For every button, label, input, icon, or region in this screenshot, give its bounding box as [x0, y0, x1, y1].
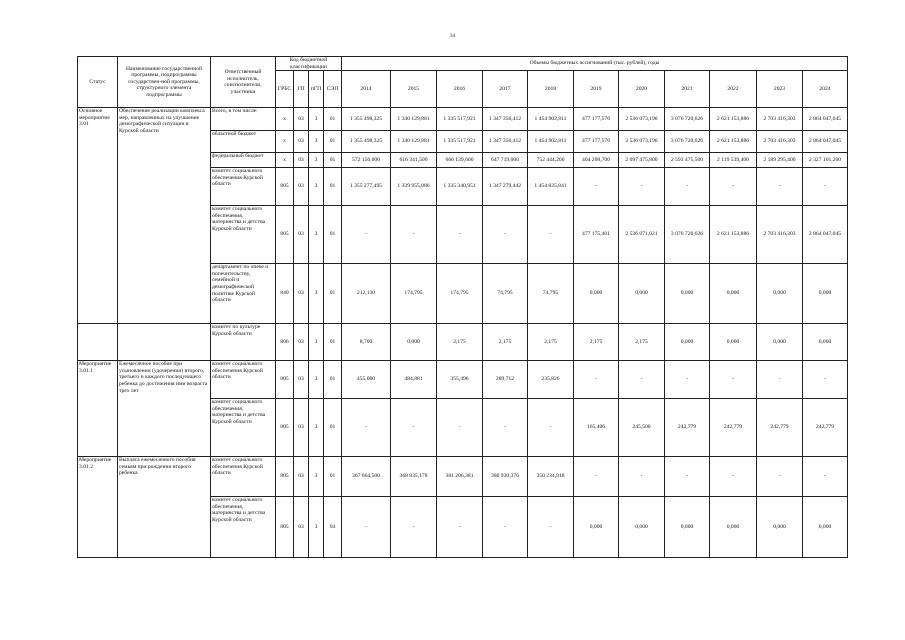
- value-cell: 0,000: [710, 324, 757, 361]
- value-cell: 2 536 073,196: [619, 131, 665, 153]
- header-executor: Ответственный исполнитель, соисполнители, участники: [211, 57, 276, 108]
- table-row: [78, 457, 848, 497]
- header-year: 2020: [619, 71, 665, 108]
- header-status: Статус: [78, 57, 118, 108]
- value-cell: 0,000: [574, 264, 619, 324]
- table-row: [78, 108, 848, 131]
- value-cell: 2 189 295,400: [757, 153, 803, 168]
- value-cell: 1 340 129,881: [391, 131, 437, 153]
- header-year: 2022: [710, 71, 757, 108]
- value-cell: 3 076 720,626: [665, 108, 710, 131]
- value-cell: -: [757, 361, 803, 399]
- value-cell: -: [391, 497, 437, 558]
- value-cell: 477 175,401: [574, 206, 619, 264]
- code-cell: 805: [276, 206, 294, 264]
- code-cell: 03: [294, 264, 309, 324]
- header-year: 2021: [665, 71, 710, 108]
- code-cell: 3: [309, 497, 324, 558]
- value-cell: -: [437, 206, 483, 264]
- header-code: СЭП: [324, 71, 342, 108]
- value-cell: 0,000: [710, 264, 757, 324]
- value-cell: -: [619, 168, 665, 206]
- executor-cell: Всего, в том числе:: [211, 108, 276, 131]
- value-cell: -: [483, 206, 528, 264]
- code-cell: 3: [309, 153, 324, 168]
- header-year: 2018: [528, 71, 574, 108]
- executor-cell: комитет по культуре Курской области: [211, 324, 276, 361]
- code-cell: 3: [309, 168, 324, 206]
- value-cell: -: [342, 206, 391, 264]
- code-cell: 3: [309, 457, 324, 497]
- value-cell: 1 355 277,495: [342, 168, 391, 206]
- code-cell: 805: [276, 361, 294, 399]
- value-cell: -: [757, 457, 803, 497]
- value-cell: 477 177,576: [574, 108, 619, 131]
- code-cell: 03: [294, 497, 309, 558]
- code-cell: 03: [294, 399, 309, 457]
- value-cell: 2 703 416,303: [757, 206, 803, 264]
- value-cell: 2 097 475,800: [619, 153, 665, 168]
- value-cell: 2 703 416,303: [757, 108, 803, 131]
- header-budget-code: Код бюджетной классификации: [276, 57, 342, 71]
- value-cell: 1 347 356,412: [483, 131, 528, 153]
- code-cell: 01: [324, 324, 342, 361]
- page-number: 34: [450, 34, 455, 39]
- executor-cell: комитет социального обеспечения, материнства и детства Курской области: [211, 399, 276, 457]
- value-cell: 2 621 153,886: [710, 108, 757, 131]
- status-cell: Основное мероприятие 3.01: [78, 108, 118, 324]
- header-code: пГП: [309, 71, 324, 108]
- code-cell: 04: [324, 497, 342, 558]
- value-cell: -: [391, 399, 437, 457]
- value-cell: 2 864 047,045: [803, 206, 848, 264]
- code-cell: 805: [276, 399, 294, 457]
- value-cell: 2 864 047,045: [803, 108, 848, 131]
- value-cell: 1 454 902,811: [528, 131, 574, 153]
- code-cell: 01: [324, 264, 342, 324]
- value-cell: 289,712: [483, 361, 528, 399]
- header-year: 2024: [803, 71, 848, 108]
- value-cell: 572 156,000: [342, 153, 391, 168]
- value-cell: 0,000: [757, 497, 803, 558]
- budget-table: [77, 56, 848, 558]
- value-cell: -: [342, 399, 391, 457]
- header-year: 2019: [574, 71, 619, 108]
- executor-cell: федеральный бюджет: [211, 153, 276, 168]
- value-cell: -: [757, 168, 803, 206]
- code-cell: 806: [276, 324, 294, 361]
- header-year: 2017: [483, 71, 528, 108]
- code-cell: 03: [294, 206, 309, 264]
- executor-cell: комитет социального обеспечения, материнства и детства Курской области: [211, 497, 276, 558]
- value-cell: 0,000: [803, 264, 848, 324]
- value-cell: -: [710, 168, 757, 206]
- executor-cell: комитет социального обеспечения, материнства и детства Курской области: [211, 206, 276, 264]
- value-cell: 1 454 902,811: [528, 108, 574, 131]
- value-cell: 8,700: [342, 324, 391, 361]
- value-cell: 2,175: [528, 324, 574, 361]
- value-cell: 165,406: [574, 399, 619, 457]
- value-cell: 0,000: [574, 497, 619, 558]
- value-cell: 2 327 101,200: [803, 153, 848, 168]
- table-row: [78, 361, 848, 399]
- value-cell: 616 341,500: [391, 153, 437, 168]
- header-year: 2016: [437, 71, 483, 108]
- header-year: 2023: [757, 71, 803, 108]
- value-cell: 367 664,500: [342, 457, 391, 497]
- executor-cell: комитет социального обеспечения Курской области: [211, 457, 276, 497]
- header-year: 2015: [391, 71, 437, 108]
- value-cell: 1 340 129,881: [391, 108, 437, 131]
- code-cell: 805: [276, 497, 294, 558]
- code-cell: 3: [309, 131, 324, 153]
- value-cell: 212,130: [342, 264, 391, 324]
- value-cell: 2,175: [619, 324, 665, 361]
- code-cell: 3: [309, 361, 324, 399]
- value-cell: 380 930,376: [483, 457, 528, 497]
- program-name-cell: Ежемесячное пособие при усыновлении (удочерении) второго, третьего и каждого последующего ребенка до достижения ими возраста трех лет: [118, 361, 211, 457]
- value-cell: 235,826: [528, 361, 574, 399]
- value-cell: 0,000: [665, 264, 710, 324]
- value-cell: -: [665, 457, 710, 497]
- executor-cell: департамент по опеке и попечительству, семейной и демографической политике Курской области: [211, 264, 276, 324]
- value-cell: 1 335 517,921: [437, 108, 483, 131]
- value-cell: -: [619, 457, 665, 497]
- code-cell: 01: [324, 457, 342, 497]
- value-cell: 0,000: [803, 324, 848, 361]
- value-cell: 1 347 356,412: [483, 108, 528, 131]
- executor-cell: комитет социального обеспечения Курской области: [211, 168, 276, 206]
- value-cell: 404 208,700: [574, 153, 619, 168]
- value-cell: 2 536 073,196: [619, 108, 665, 131]
- value-cell: 1 335 340,951: [437, 168, 483, 206]
- value-cell: 381 206,381: [437, 457, 483, 497]
- value-cell: -: [528, 206, 574, 264]
- code-cell: 3: [309, 108, 324, 131]
- value-cell: -: [437, 399, 483, 457]
- code-cell: x: [276, 108, 294, 131]
- code-cell: x: [276, 153, 294, 168]
- value-cell: 350 234,918: [528, 457, 574, 497]
- value-cell: -: [391, 206, 437, 264]
- value-cell: -: [483, 399, 528, 457]
- value-cell: -: [803, 457, 848, 497]
- program-name-cell: Обеспечение реализации комплекса мер, направленных на улучшение демографической ситуации в Курской области: [118, 108, 211, 324]
- value-cell: 174,795: [391, 264, 437, 324]
- code-cell: 01: [324, 153, 342, 168]
- value-cell: 174,795: [437, 264, 483, 324]
- value-cell: 1 339 955,086: [391, 168, 437, 206]
- program-name-cell: [118, 324, 211, 361]
- status-cell: Мероприятие 3.01.1: [78, 361, 118, 457]
- value-cell: -: [437, 497, 483, 558]
- code-cell: 01: [324, 361, 342, 399]
- code-cell: 03: [294, 153, 309, 168]
- code-cell: 3: [309, 324, 324, 361]
- value-cell: 242,779: [665, 399, 710, 457]
- value-cell: -: [574, 168, 619, 206]
- value-cell: 2,175: [437, 324, 483, 361]
- value-cell: 245,500: [619, 399, 665, 457]
- value-cell: -: [803, 361, 848, 399]
- code-cell: 840: [276, 264, 294, 324]
- code-cell: 01: [324, 206, 342, 264]
- value-cell: 0,000: [619, 264, 665, 324]
- code-cell: 01: [324, 131, 342, 153]
- code-cell: 03: [294, 108, 309, 131]
- value-cell: -: [710, 457, 757, 497]
- code-cell: 3: [309, 206, 324, 264]
- code-cell: 3: [309, 399, 324, 457]
- value-cell: 1 347 279,442: [483, 168, 528, 206]
- value-cell: 74,795: [483, 264, 528, 324]
- value-cell: 242,779: [710, 399, 757, 457]
- value-cell: 666 139,600: [437, 153, 483, 168]
- table-header: [78, 57, 848, 108]
- value-cell: -: [528, 399, 574, 457]
- value-cell: 1 355 498,325: [342, 108, 391, 131]
- value-cell: 0,000: [710, 497, 757, 558]
- code-cell: x: [276, 131, 294, 153]
- value-cell: 647 719,000: [483, 153, 528, 168]
- header-code: ГРБС: [276, 71, 294, 108]
- value-cell: 0,000: [619, 497, 665, 558]
- value-cell: -: [665, 361, 710, 399]
- code-cell: 03: [294, 361, 309, 399]
- code-cell: 03: [294, 457, 309, 497]
- value-cell: -: [574, 361, 619, 399]
- value-cell: 484,881: [391, 361, 437, 399]
- value-cell: 3 076 720,626: [665, 131, 710, 153]
- value-cell: 2 119 539,400: [710, 153, 757, 168]
- code-cell: 01: [324, 108, 342, 131]
- value-cell: 0,000: [757, 264, 803, 324]
- header-year: 2014: [342, 71, 391, 108]
- executor-cell: комитет социального обеспечения Курской области: [211, 361, 276, 399]
- value-cell: 1 335 517,921: [437, 131, 483, 153]
- status-cell: Мероприятие 3.01.2: [78, 457, 118, 558]
- value-cell: 368 835,178: [391, 457, 437, 497]
- value-cell: 0,000: [391, 324, 437, 361]
- header-name: Наименование государственной программы, подпрограммы государствен-ной программы, структурного элемента подпрограммы: [118, 57, 211, 108]
- program-name-cell: Выплата ежемесячного пособия семьям при рождении второго ребенка: [118, 457, 211, 558]
- header-volumes: Объемы бюджетных ассигнований (тыс. рублей), годы: [342, 57, 848, 71]
- code-cell: 03: [294, 131, 309, 153]
- code-cell: 03: [294, 324, 309, 361]
- value-cell: 0,000: [665, 497, 710, 558]
- table-row: [78, 324, 848, 361]
- value-cell: -: [665, 168, 710, 206]
- value-cell: 0,000: [665, 324, 710, 361]
- code-cell: 3: [309, 264, 324, 324]
- status-cell: [78, 324, 118, 361]
- executor-cell: областной бюджет: [211, 131, 276, 153]
- code-cell: 805: [276, 168, 294, 206]
- value-cell: 2 593 475,500: [665, 153, 710, 168]
- value-cell: 74,795: [528, 264, 574, 324]
- value-cell: 2 621 153,886: [710, 206, 757, 264]
- value-cell: -: [342, 497, 391, 558]
- value-cell: -: [619, 361, 665, 399]
- code-cell: 805: [276, 457, 294, 497]
- value-cell: 0,000: [803, 497, 848, 558]
- value-cell: 2 864 047,045: [803, 131, 848, 153]
- value-cell: 2 621 153,886: [710, 131, 757, 153]
- value-cell: 2,175: [574, 324, 619, 361]
- code-cell: 03: [294, 168, 309, 206]
- value-cell: 2,175: [483, 324, 528, 361]
- value-cell: -: [803, 168, 848, 206]
- code-cell: 01: [324, 399, 342, 457]
- value-cell: 242,779: [803, 399, 848, 457]
- value-cell: -: [710, 361, 757, 399]
- header-code: ГП: [294, 71, 309, 108]
- value-cell: 752 444,200: [528, 153, 574, 168]
- value-cell: -: [574, 457, 619, 497]
- value-cell: 242,779: [757, 399, 803, 457]
- table-body: [78, 108, 848, 558]
- value-cell: 2 703 416,303: [757, 131, 803, 153]
- value-cell: 3 076 720,626: [665, 206, 710, 264]
- value-cell: 1 355 498,325: [342, 131, 391, 153]
- code-cell: 01: [324, 168, 342, 206]
- value-cell: 477 177,576: [574, 131, 619, 153]
- value-cell: 1 454 825,841: [528, 168, 574, 206]
- value-cell: 2 536 071,021: [619, 206, 665, 264]
- value-cell: -: [528, 497, 574, 558]
- value-cell: 355,496: [437, 361, 483, 399]
- value-cell: 0,000: [757, 324, 803, 361]
- value-cell: -: [483, 497, 528, 558]
- value-cell: 455,000: [342, 361, 391, 399]
